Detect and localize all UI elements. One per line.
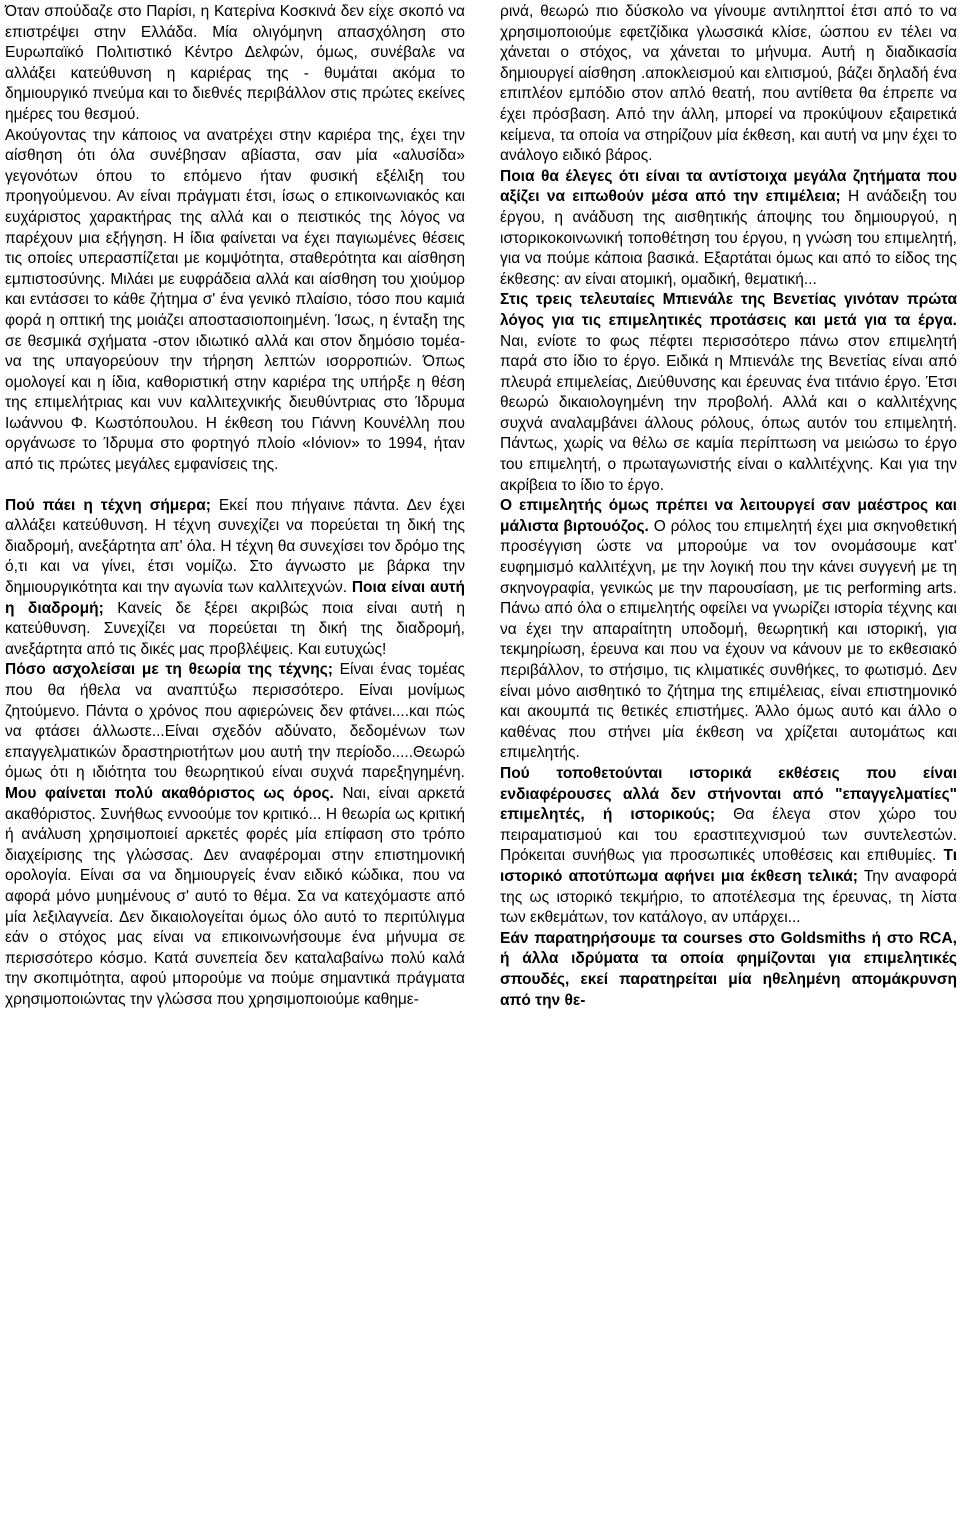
question-text: Στις τρεις τελευταίες Μπιενάλε της Βενετίας γινόταν πρώτα λόγος για τις επιμελητικές προτάσεις και μετά για τα έργα. [500, 291, 957, 329]
answer-text: Εκεί που πήγαινε πάντα. Δεν έχει αλλάξει κατεύθυνση. Η τέχνη συνεχίζει να πορεύεται τη δική της διαδρομή, ανεξάρτητα απ' όλα. Η τέχνη θα συνεχίσει τον δρόμο της ό,τι και να γίνει, έτσι νομίζω. Στο άγνωστο με βάρκα την δημιουργικότητα και την αγωνία των καλλιτεχνών. [5, 496, 465, 597]
right-column [500, 2, 957, 1011]
question-text: Εάν παρατηρήσουμε τα courses στο Goldsmiths ή στο RCA, ή άλλα ιδρύματα τα οποία φημίζονται για επιμελητικές σπουδές, εκεί παρατηρείται μία ηθελημένη απομάκρυνση από την θε- [500, 929, 957, 1009]
qa-curation-issues [500, 167, 957, 291]
continuation-paragraph: ρινά, θεωρώ πιο δύσκολο να γίνουμε αντιληπτοί έτσι από το να χρησιμοποιούμε εφετζίδικα γλωσσικά κλίσε, ώσπου εν τέλει να χάνεται ο στόχος, να χάνεται το μήνυμα. Αυτή η διαδικασία δημιουργεί αίσθηση .αποκλεισμού και ελιτισμού, βάζει δηλαδή ένα επιπλέον εμπόδιο στον απλό θεατή, που αντίθετα θα έπρεπε να έχει πρόσβαση. Από την άλλη, μπορεί να προκύψουν εξαιρετικά κείμενα, τα οποία να στηρίζουν μία έκθεση, και αυτή να μην έχει το ανάλογο ειδικό βάρος. [500, 3, 957, 165]
question-text: Μου φαίνεται πολύ ακαθόριστος ως όρος. [5, 784, 334, 802]
left-column [5, 2, 465, 1011]
question-text: Ποια θα έλεγες ότι είναι τα αντίστοιχα μεγάλα ζητήματα που αξίζει να ειπωθούν μέσα από την επιμέλεια; [500, 167, 957, 206]
answer-text: Την αναφορά της ως ιστορικό τεκμήριο, το αποτέλεσμα της έρευνας, τη λίστα των εκθεμάτων, τον κατάλογο, αν υπάρχει... [500, 867, 957, 927]
question-text: Πόσο ασχολείσαι με τη θεωρία της τέχνης; [5, 661, 333, 679]
answer-text: Είναι ένας τομέας που θα ήθελα να αναπτύξω περισσότερο. Είναι μονίμως ζητούμενο. Πάντα ο χρόνος που αφιερώνεις δεν φτάνει....και πώς να φτάσει άλλωστε...Είναι σχεδόν αδύνατο, δεδομένων των επαγγελματικών δραστηριοτήτων μου αυτή την περίοδο.....Θεωρώ όμως ότι η ιδιότητα του θεωρητικού είναι συχνά παρεξηγημένη. [5, 661, 465, 782]
question-text: Πού πάει η τέχνη σήμερα; [5, 496, 211, 514]
paragraph-gap [5, 476, 465, 496]
answer-text: Θα έλεγα στον χώρο του πειραματισμού και του εραστιτεχνισμού των συντελεστών. Πρόκειται συνήθως για προσωπικές υποθέσεις και επιθυμίες. [500, 806, 957, 865]
question-text: Ο επιμελητής όμως πρέπει να λειτουργεί σαν μαέστρος και μάλιστα βιρτουόζος. [500, 497, 957, 535]
qa-curator-maestro [500, 496, 957, 764]
qa-curatorial-studies [500, 929, 957, 1011]
profile-paragraph: Ακούγοντας την κάποιος να ανατρέχει στην καριέρα της, έχει την αίσθηση ότι όλα συνέβησαν αβίαστα, σαν μία «αλυσίδα» γεγονότων όπου το επόμενο ήταν φυσική εξέλιξη του προηγούμενου. Αν είναι πράγματι έτσι, ίσως ο επικοινωνιακός και ευχάριστος χαρακτήρας της αλλά και ο πειστικός της λόγος να παρέχουν μια εξήγηση. Η ίδια φαίνεται να έχει παγιωμένες θέσεις τις οποίες υπερασπίζεται με κομψότητα, σταθερότητα και αίσθηση εμπιστοσύνης. Μιλάει με ευφράδεια αλλά και αίσθηση του χιούμορ και εντάσσει το κάθε ζήτημα σ' ένα γενικό πλαίσιο, τόσο που καμιά φορά η οπτική της μοιάζει αποστασιοποιημένη. Ίσως, η ένταξη της σε θεσμικά σχήματα -στον ιδιωτικό αλλά και στον δημόσιο τομέα- να της υπαγορεύουν την τήρηση λεπτών ισορροπιών. Όπως ομολογεί και η ίδια, καθοριστική στην καριέρα της υπήρξε η θέση της επιμελήτριας και νυν καλλιτεχνικής διευθύντριας στο Ίδρυμα Ιωάννου Φ. Κωστόπουλου. Η έκθεση του Γιάννη Κουνέλλη που οργάνωσε το Ίδρυμα στο φορτηγό πλοίο «Ιόνιον» το 1994, ήταν από τις πρώτες μεγάλες εμφανίσεις της. [5, 126, 465, 474]
answer-text: Ναι, είναι αρκετά ακαθόριστος. Συνήθως εννοούμε τον κριτικό... Η θεωρία ως κριτική ή ανάλυση χρησιμοποιεί αρκετές φορές μία επίφαση στο τρόπο διαχείρισης της γλώσσας. Δεν αναφέρομαι στην επιστημονική ορολογία. Είναι σα να δημιουργείς έναν ειδικό κώδικα, που να αφορά μόνο μυημένους σ' αυτό το θέμα. Σα να κατεχόμαστε από μία λεξιλαγνεία. Δεν δικαιολογείται όμως όλο αυτό το περιτύλιγμα εάν ο στόχος μας είναι να επικοινωνήσουμε ένα μήνυμα σε περισσότερο κόσμο. Κατά συνεπεία δεν καταλαβαίνω πολύ καλά την σκοπιμότητα, αφού μπορούμε να πούμε σημαντικά πράγματα χρησιμοποιώντας την γλώσσα που χρησιμοποιούμε καθημε- [5, 784, 465, 1008]
qa-venice-biennale [500, 290, 957, 496]
question-text: Ποια είναι αυτή η διαδρομή; [5, 579, 465, 617]
answer-text: Η ανάδειξη του έργου, η ανάδυση της αισθητικής άποψης του δημιουργού, η ιστορικοκοινωνική τοποθέτηση του έργου, η γνώση του επιμελητή, για να πούμε κάποια βασικά. Εξαρτάται όμως και από το είδος της έκθεσης: αν είναι ατομική, ομαδική, θεματική... [500, 188, 957, 288]
answer-text: Κανείς δε ξέρει ακριβώς ποια είναι αυτή η κατεύθυνση. Συνεχίζει να πορεύεται τη δική της διαδρομή, ανεξάρτητα από τις δικές μας προβλέψεις. Και ευτυχώς! [5, 599, 465, 658]
qa-non-professional-shows [500, 764, 957, 929]
qa-art-direction [5, 496, 465, 661]
answer-text: Ο ρόλος του επιμελητή έχει μια σκηνοθετική προσέγγιση ώστε να μπορούμε να τον ονομάσουμε κατ' ευφημισμό καλλιτέχνη, με την λογική που την κάνει συγγενή με τη σκηνογραφία, γενικώς με την παρουσίαση, με τις performing arts. Πάνω από όλα ο επιμελητής οφείλει να γνωρίζει ιστορία τέχνης και να έχει την απαραίτητη υποδομή, θεωρητική και ιστορική, για τεκμηρίωση, έρευνα και που να έχουν να κάνουν με το εκθεσιακό περιβάλλον, το στήσιμο, τις κλιματικές συνθήκες, το φωτισμό. Δεν είναι μόνο αισθητικό το ζήτημα της επιμέλειας, είναι επιστημονικό και ακουμπά τις θετικές επιστήμες. Άλλο όμως αυτό και άλλο ο καθένας που στήνει μία έκθεση να χρίζεται αυτομάτως και επιμελητής. [500, 517, 957, 762]
question-text: Τι ιστορικό αποτύπωμα αφήνει μια έκθεση τελικά; [500, 847, 957, 885]
qa-art-theory [5, 660, 465, 1010]
question-text: Πού τοποθετούνται ιστορικά εκθέσεις που είναι ενδιαφέρουσες αλλά δεν στήνονται από "επαγγελματίες" επιμελητές, ή ιστορικούς; [500, 764, 957, 824]
intro-paragraph: Όταν σπούδαζε στο Παρίσι, η Κατερίνα Κοσκινά δεν είχε σκοπό να επιστρέψει στην Ελλάδα. Μία ολιγόμηνη απασχόληση στο Ευρωπαϊκό Πολιτιστικό Κέντρο Δελφών, όμως, συνέβαλε να αλλάξει κατεύθυνση η καριέρας της - θυμάται ακόμα το δημιουργικό πνεύμα και το διεθνές περιβάλλον στις πρώτες εκείνες ημέρες του θεσμού. [5, 3, 465, 123]
answer-text: Ναι, ενίοτε το φως πέφτει περισσότερο πάνω στον επιμελητή παρά στο ίδιο το έργο. Ειδικά η Μπιενάλε της Βενετίας είναι από πλευρά επιμελείας, Διεύθυνσης και έρευνας ένα τιτάνιο έργο. Έτσι θεωρώ δικαιολογημένη την προβολή. Αλλά και ο καλλιτέχνης συχνά αναλαμβάνει άλλους ρόλους, όπως αυτόν του επιμελητή. Πάντως, χωρίς να θέλω σε καμία περίπτωση να μειώσω το έργο του επιμελητή, ο πρωταγωνιστής είναι ο καλλιτέχνης. Και για την ακρίβεια το ίδιο το έργο. [500, 332, 957, 494]
